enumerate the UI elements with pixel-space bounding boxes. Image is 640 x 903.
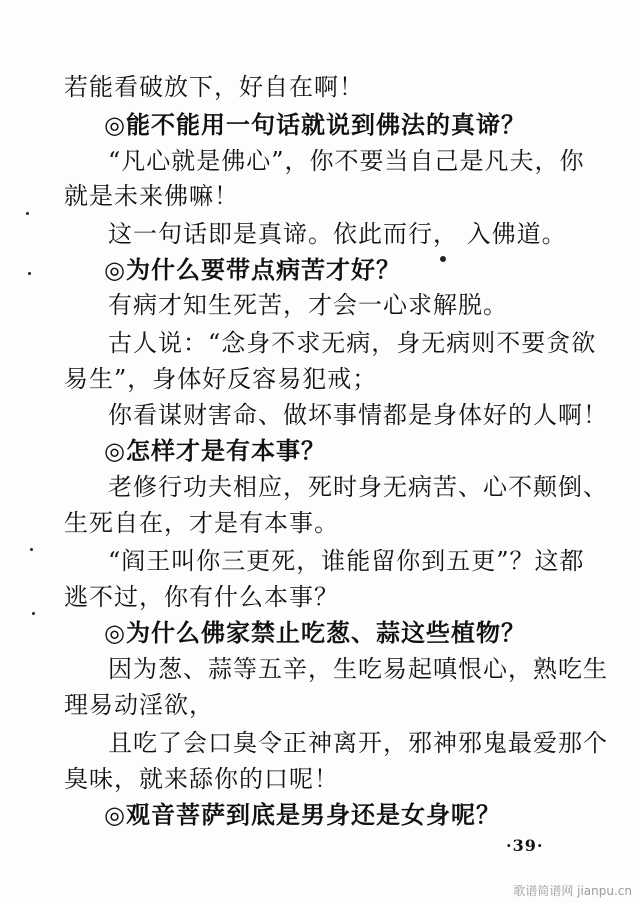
scan-speck bbox=[30, 548, 33, 551]
scan-speck bbox=[440, 256, 446, 262]
question-heading: ◎能不能用一句话就说到佛法的真谛？ bbox=[104, 111, 526, 139]
text-line: 臭味，就来舔你的口呢！ bbox=[64, 765, 339, 793]
text-line: 你看谋财害命、做坏事情都是身体好的人啊！ bbox=[108, 401, 608, 429]
text-line: 古人说：“念身不求无病，身无病则不要贪欲 bbox=[108, 329, 597, 357]
scan-speck bbox=[26, 212, 29, 215]
text-line: 因为葱、蒜等五辛，生吃易起嗔恨心，熟吃生 bbox=[108, 655, 608, 683]
question-heading: ◎为什么佛家禁止吃葱、蒜这些植物？ bbox=[104, 619, 526, 647]
page-number: ·39· bbox=[506, 836, 544, 855]
text-line: 就是未来佛嘛！ bbox=[64, 182, 239, 210]
text-line: 理易动淫欲， bbox=[64, 691, 214, 719]
scan-speck bbox=[28, 272, 31, 275]
text-line: 生死自在，才是有本事。 bbox=[64, 509, 339, 537]
text-line: “凡心就是佛心”，你不要当自己是凡夫，你 bbox=[108, 147, 585, 175]
text-line: 若能看破放下，好自在啊！ bbox=[64, 73, 364, 101]
scan-speck bbox=[32, 612, 35, 615]
text-line: 老修行功夫相应，死时身无病苦、心不颠倒、 bbox=[108, 473, 608, 501]
text-line: “阎王叫你三更死，谁能留你到五更”？这都 bbox=[108, 547, 585, 575]
question-heading: ◎为什么要带点病苦才好？ bbox=[104, 256, 401, 284]
watermark: 歌谱简谱网 jianpu.cn bbox=[513, 884, 632, 898]
text-line: 易生”，身体好反容易犯戒； bbox=[64, 365, 378, 393]
text-line: 且吃了会口臭令正神离开，邪神邪鬼最爱那个 bbox=[108, 729, 608, 757]
question-heading: ◎观音菩萨到底是男身还是女身呢？ bbox=[104, 801, 501, 829]
question-heading: ◎怎样才是有本事？ bbox=[104, 437, 326, 465]
text-line: 逃不过，你有什么本事？ bbox=[64, 583, 339, 611]
text-line: 这一句话即是真谛。依此而行， 入佛道。 bbox=[108, 220, 567, 248]
text-line: 有病才知生死苦，才会一心求解脱。 bbox=[108, 291, 508, 319]
